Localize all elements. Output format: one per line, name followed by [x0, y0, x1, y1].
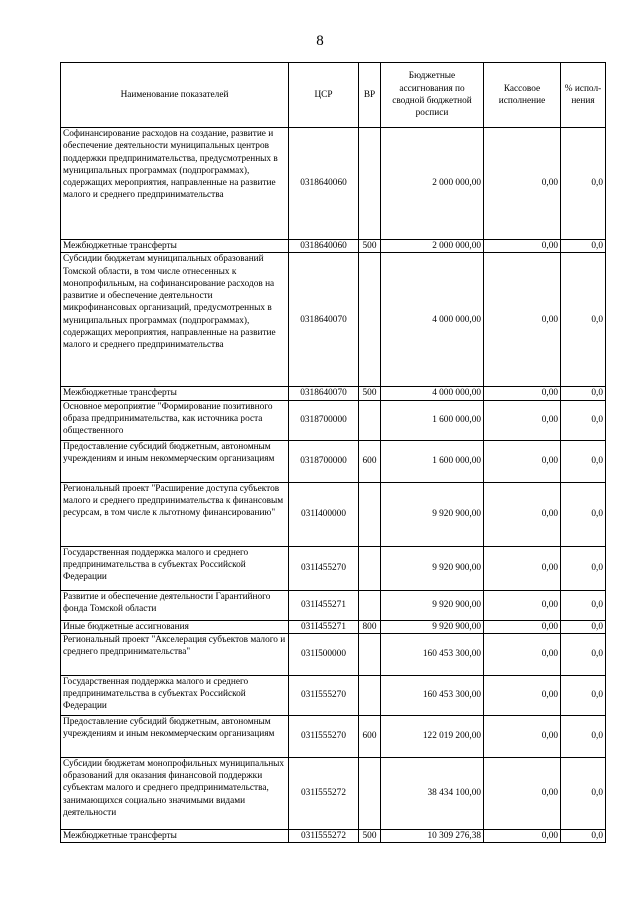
row-csr-cell [289, 715, 359, 757]
row-name: Межбюджетные трансферты [63, 241, 177, 251]
row-percent-cell [561, 440, 606, 482]
row-vr: 800 [362, 621, 377, 632]
row-cash: 0,00 [541, 388, 558, 399]
row-csr-cell [289, 757, 359, 829]
row-name-cell [61, 440, 289, 482]
row-name-cell [61, 253, 289, 387]
row-cash-cell [484, 387, 561, 400]
row-cash: 0,00 [541, 508, 558, 519]
row-cash: 0,00 [541, 178, 558, 189]
row-assignments: 160 453 300,00 [422, 649, 481, 660]
row-assignments-cell [381, 482, 484, 546]
row-name: Развитие и обеспечение деятельности Гарантийного фонда Томской области [63, 591, 271, 614]
table-row [61, 675, 606, 715]
row-cash: 0,00 [541, 731, 558, 742]
table-row [61, 620, 606, 633]
row-vr-cell [359, 253, 381, 387]
row-name-cell [61, 715, 289, 757]
row-csr-cell [289, 829, 359, 842]
row-assignments: 38 434 100,00 [427, 788, 481, 799]
row-vr-cell [359, 675, 381, 715]
row-cash-cell [484, 482, 561, 546]
row-name-cell [61, 620, 289, 633]
row-csr: 0318640060 [300, 241, 347, 251]
row-percent: 0,0 [591, 508, 603, 519]
row-csr: 031I555270 [301, 731, 346, 742]
row-csr-cell [289, 675, 359, 715]
row-cash-cell [484, 440, 561, 482]
row-assignments-cell [381, 400, 484, 440]
row-percent: 0,0 [591, 731, 603, 742]
row-name-cell [61, 590, 289, 620]
row-cash: 0,00 [541, 562, 558, 573]
row-percent: 0,0 [591, 621, 603, 632]
row-vr-cell [359, 240, 381, 253]
row-percent-cell [561, 633, 606, 675]
row-vr-cell [359, 757, 381, 829]
row-percent: 0,0 [591, 388, 603, 399]
row-vr: 600 [362, 731, 377, 742]
row-cash: 0,00 [541, 241, 558, 251]
row-csr-cell [289, 240, 359, 253]
row-csr-cell [289, 620, 359, 633]
row-percent-cell [561, 829, 606, 842]
row-assignments: 10 309 276,38 [427, 830, 481, 841]
row-percent: 0,0 [591, 599, 603, 610]
row-percent: 0,0 [591, 314, 603, 325]
row-vr-cell [359, 546, 381, 590]
row-vr: 500 [362, 830, 377, 841]
row-assignments: 160 453 300,00 [422, 690, 481, 701]
row-csr-cell [289, 253, 359, 387]
budget-table [60, 62, 606, 843]
row-assignments: 4 000 000,00 [432, 314, 481, 325]
row-name-cell [61, 128, 289, 240]
row-cash-cell [484, 620, 561, 633]
page-number: 8 [316, 33, 324, 49]
row-assignments: 9 920 900,00 [432, 599, 481, 610]
row-percent: 0,0 [591, 178, 603, 189]
row-cash: 0,00 [541, 649, 558, 660]
table-row [61, 387, 606, 400]
row-name: Государственная поддержка малого и среднего предпринимательства в субъектах Российской Федерации [63, 676, 249, 712]
row-vr-cell [359, 387, 381, 400]
row-percent: 0,0 [591, 241, 603, 251]
table-row [61, 715, 606, 757]
row-assignments: 1 600 000,00 [432, 455, 481, 466]
row-csr: 031I555272 [301, 830, 346, 841]
row-cash-cell [484, 590, 561, 620]
row-cash-cell [484, 633, 561, 675]
row-vr-cell [359, 590, 381, 620]
row-assignments-cell [381, 128, 484, 240]
table-body [61, 128, 606, 843]
row-name-cell [61, 757, 289, 829]
row-cash-cell [484, 546, 561, 590]
row-assignments-cell [381, 387, 484, 400]
row-cash: 0,00 [541, 830, 558, 841]
header-percent: % испол-нения [561, 63, 606, 128]
table-row [61, 829, 606, 842]
table-row [61, 757, 606, 829]
row-csr: 031I455270 [301, 562, 346, 573]
row-name: Региональный проект "Акселерация субъектов малого и среднего предпринимательства" [63, 634, 286, 658]
row-vr: 600 [362, 455, 377, 466]
row-cash-cell [484, 240, 561, 253]
row-percent: 0,0 [591, 455, 603, 466]
row-csr: 031I500000 [301, 649, 346, 660]
row-percent-cell [561, 757, 606, 829]
row-csr-cell [289, 387, 359, 400]
row-assignments-cell [381, 590, 484, 620]
row-assignments: 4 000 000,00 [432, 388, 481, 399]
row-vr-cell [359, 440, 381, 482]
row-csr: 031I400000 [301, 508, 346, 519]
row-name: Межбюджетные трансферты [63, 388, 177, 399]
row-vr-cell [359, 633, 381, 675]
row-name: Государственная поддержка малого и среднего предпринимательства в субъектах Российской Федерации [63, 547, 249, 583]
row-vr-cell [359, 829, 381, 842]
row-cash-cell [484, 400, 561, 440]
table-row [61, 482, 606, 546]
row-csr-cell [289, 633, 359, 675]
row-csr: 0318640070 [300, 388, 347, 399]
row-csr: 031I555270 [301, 690, 346, 701]
row-csr: 031I455271 [301, 621, 346, 632]
row-cash: 0,00 [541, 788, 558, 799]
row-assignments-cell [381, 633, 484, 675]
row-name-cell [61, 482, 289, 546]
row-csr-cell [289, 400, 359, 440]
row-vr-cell [359, 128, 381, 240]
table-row [61, 633, 606, 675]
row-percent-cell [561, 240, 606, 253]
row-assignments-cell [381, 240, 484, 253]
row-cash: 0,00 [541, 314, 558, 325]
row-cash-cell [484, 715, 561, 757]
row-assignments-cell [381, 546, 484, 590]
row-assignments: 122 019 200,00 [422, 731, 481, 742]
row-cash: 0,00 [541, 414, 558, 425]
row-percent-cell [561, 387, 606, 400]
row-percent-cell [561, 546, 606, 590]
table-header-row [61, 63, 606, 128]
row-cash-cell [484, 128, 561, 240]
row-csr: 031I455271 [301, 599, 346, 610]
row-assignments: 1 600 000,00 [432, 414, 481, 425]
header-csr: ЦСР [289, 63, 359, 128]
row-name-cell [61, 633, 289, 675]
row-assignments-cell [381, 757, 484, 829]
header-vr: ВР [359, 63, 381, 128]
row-name: Региональный проект "Расширение доступа субъектов малого и среднего предпринимательства к финансовым ресурсам, в том числе к льготному финансированию" [63, 483, 284, 519]
row-name: Софинансирование расходов на создание, развитие и обеспечение деятельности муниципальных центров поддержки предпринимательства, предусмотренных в муниципальных программах (подпрограммах), содержащих мероприятия, направленные на развитие малого и среднего предпринимательства [63, 129, 278, 201]
row-csr: 0318640060 [300, 178, 347, 189]
row-cash: 0,00 [541, 599, 558, 610]
row-vr-cell [359, 400, 381, 440]
row-vr-cell [359, 482, 381, 546]
row-assignments: 2 000 000,00 [432, 241, 481, 251]
row-percent: 0,0 [591, 562, 603, 573]
row-cash: 0,00 [541, 455, 558, 466]
table-row [61, 240, 606, 253]
row-cash-cell [484, 829, 561, 842]
row-percent: 0,0 [591, 649, 603, 660]
row-assignments: 9 920 900,00 [432, 508, 481, 519]
table-row [61, 128, 606, 240]
row-name: Субсидии бюджетам монопрофильных муниципальных образований для оказания финансовой поддержки субъектам малого и среднего предпринимательства, занимающихся социально значимыми видами деятельности [63, 758, 285, 818]
row-csr: 0318700000 [300, 414, 347, 425]
row-assignments-cell [381, 829, 484, 842]
row-vr-cell [359, 715, 381, 757]
row-cash-cell [484, 675, 561, 715]
row-csr-cell [289, 590, 359, 620]
table-row [61, 590, 606, 620]
table-row [61, 546, 606, 590]
row-csr: 0318700000 [300, 455, 347, 466]
header-assignments: Бюджетные ассигнования по сводной бюджетной росписи [381, 63, 484, 128]
row-csr-cell [289, 482, 359, 546]
row-assignments-cell [381, 675, 484, 715]
row-cash: 0,00 [541, 690, 558, 701]
row-assignments: 2 000 000,00 [432, 178, 481, 189]
row-name: Предоставление субсидий бюджетным, автономным учреждениям и иным некоммерческим организациям [63, 716, 275, 740]
row-vr: 500 [362, 241, 377, 251]
row-assignments: 9 920 900,00 [432, 562, 481, 573]
row-vr-cell [359, 620, 381, 633]
row-percent-cell [561, 675, 606, 715]
row-name-cell [61, 387, 289, 400]
row-name-cell [61, 675, 289, 715]
header-cash: Кассовое исполнение [484, 63, 561, 128]
row-cash-cell [484, 757, 561, 829]
row-percent: 0,0 [591, 788, 603, 799]
row-name: Межбюджетные трансферты [63, 830, 177, 841]
row-name: Предоставление субсидий бюджетным, автономным учреждениям и иным некоммерческим организациям [63, 441, 275, 464]
row-cash-cell [484, 253, 561, 387]
row-csr: 031I555272 [301, 788, 346, 799]
table-row [61, 440, 606, 482]
row-percent-cell [561, 715, 606, 757]
row-assignments-cell [381, 715, 484, 757]
row-cash: 0,00 [541, 621, 558, 632]
row-percent-cell [561, 128, 606, 240]
row-percent: 0,0 [591, 414, 603, 425]
row-percent: 0,0 [591, 830, 603, 841]
table-row [61, 253, 606, 387]
row-csr-cell [289, 546, 359, 590]
row-assignments-cell [381, 440, 484, 482]
row-assignments-cell [381, 620, 484, 633]
row-assignments-cell [381, 253, 484, 387]
row-name-cell [61, 829, 289, 842]
row-percent-cell [561, 620, 606, 633]
row-percent-cell [561, 400, 606, 440]
row-assignments: 9 920 900,00 [432, 621, 481, 632]
row-percent-cell [561, 590, 606, 620]
row-name-cell [61, 546, 289, 590]
row-name-cell [61, 400, 289, 440]
row-name-cell [61, 240, 289, 253]
header-name: Наименование показателей [61, 63, 289, 128]
row-name: Субсидии бюджетам муниципальных образований Томской области, в том числе отнесенных к монопрофильным, на софинансирование расходов на развитие и обеспечение деятельности микрофинансовых организаций, предусмотренных в муниципальных программах (подпрограммах), содержащих мероприятия, направленные на развитие малого и среднего предпринимательства [63, 254, 276, 351]
row-csr: 0318640070 [300, 314, 347, 325]
row-name: Иные бюджетные ассигнования [63, 621, 189, 632]
row-percent: 0,0 [591, 690, 603, 701]
row-percent-cell [561, 253, 606, 387]
row-csr-cell [289, 440, 359, 482]
row-vr: 500 [362, 388, 377, 399]
row-name: Основное мероприятие "Формирование позитивного образа предпринимательства, как источника роста общественного [63, 401, 273, 437]
row-csr-cell [289, 128, 359, 240]
row-percent-cell [561, 482, 606, 546]
table-row [61, 400, 606, 440]
